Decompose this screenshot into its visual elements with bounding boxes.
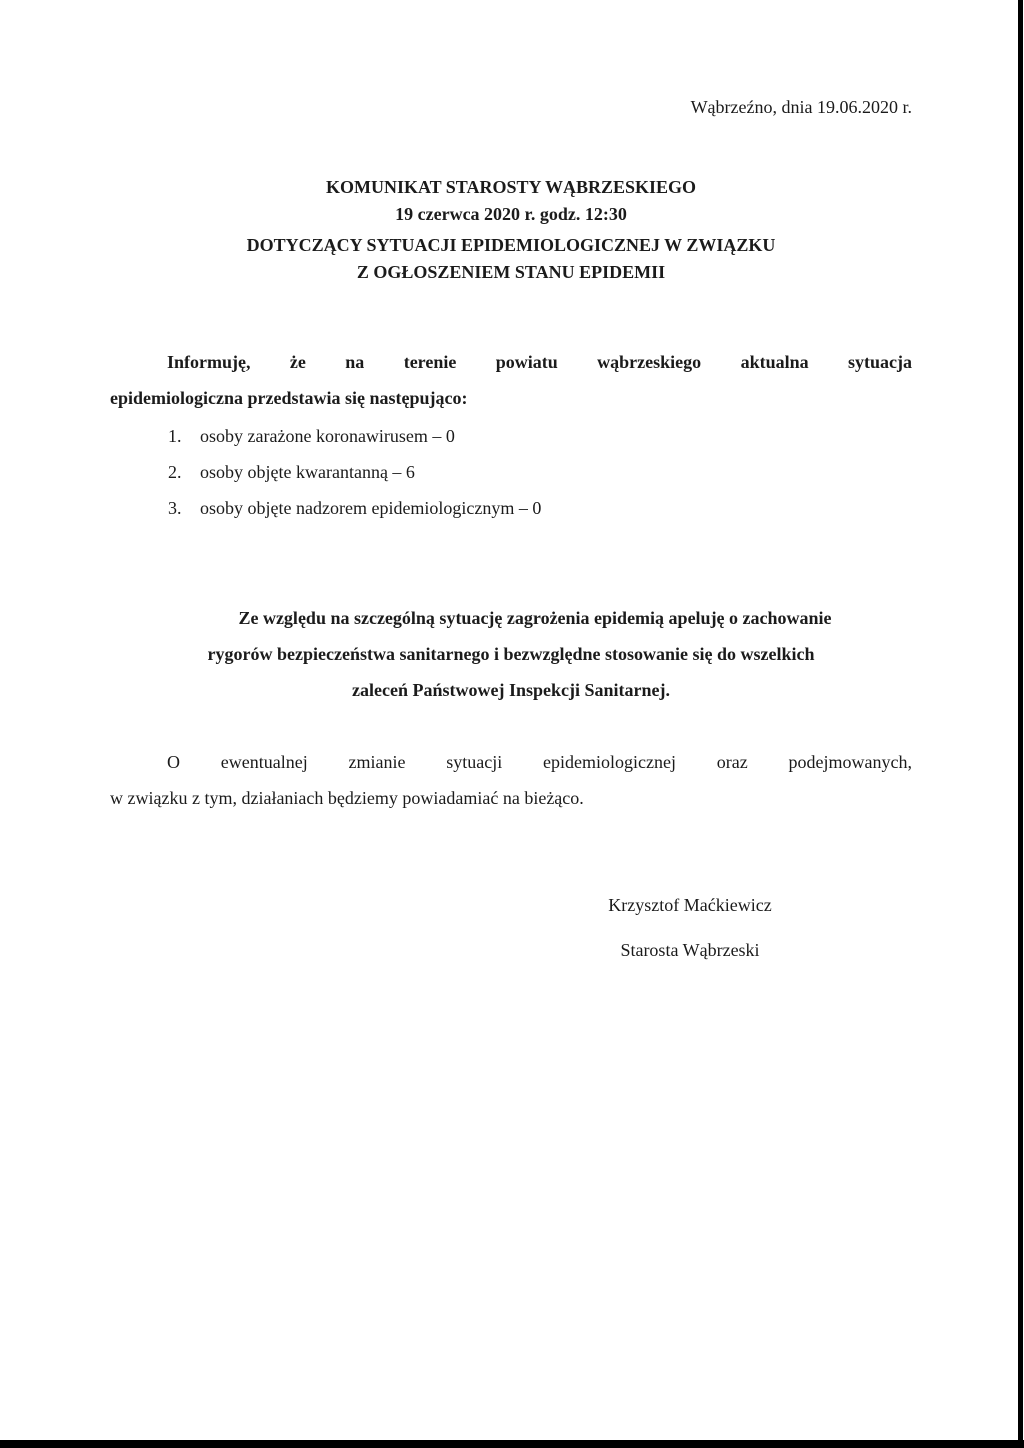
title-line-1: KOMUNIKAT STAROSTY WĄBRZESKIEGO bbox=[325, 177, 697, 197]
info-line-2: w związku z tym, działaniach będziemy powiadamiać na bieżąco. bbox=[110, 788, 584, 808]
list-item bbox=[110, 490, 912, 526]
list-item-number: 1. bbox=[168, 426, 182, 446]
list-item-number: 2. bbox=[168, 462, 182, 482]
list-item-number: 3. bbox=[168, 498, 182, 518]
info-line-1: O ewentualnej zmianie sytuacji epidemiologicznej oraz podejmowanych, bbox=[167, 752, 912, 772]
title-block bbox=[110, 174, 912, 286]
date-line: Wąbrzeźno, dnia 19.06.2020 r. bbox=[690, 97, 912, 117]
appeal-paragraph bbox=[110, 600, 912, 708]
list-item bbox=[110, 418, 912, 454]
list-item-text: osoby objęte nadzorem epidemiologicznym – 0 bbox=[200, 498, 542, 518]
signature-title: Starosta Wąbrzeski bbox=[620, 940, 760, 960]
list-item-text: osoby zarażone koronawirusem – 0 bbox=[200, 426, 455, 446]
signature-name: Krzysztof Maćkiewicz bbox=[608, 895, 772, 915]
list-item bbox=[110, 454, 912, 490]
list-item-text: osoby objęte kwarantanną – 6 bbox=[200, 462, 415, 482]
title-paragraph-2 bbox=[110, 232, 912, 286]
appeal-line-1: Ze względu na szczególną sytuację zagrożenia epidemią apeluję o zachowanie bbox=[238, 608, 832, 628]
appeal-line-2: rygorów bezpieczeństwa sanitarnego i bezwzględne stosowanie się do wszelkich bbox=[207, 644, 815, 664]
scan-edge-right bbox=[1018, 0, 1023, 1448]
scan-edge-bottom bbox=[0, 1440, 1024, 1448]
title-line-3: DOTYCZĄCY SYTUACJI EPIDEMIOLOGICZNEJ W ZWIĄZKU bbox=[246, 235, 776, 255]
intro-paragraph bbox=[110, 344, 912, 416]
signature-block bbox=[540, 894, 840, 961]
intro-line-2: epidemiologiczna przedstawia się następująco: bbox=[110, 388, 468, 408]
title-line-2: 19 czerwca 2020 r. godz. 12:30 bbox=[395, 204, 627, 224]
info-paragraph bbox=[110, 744, 912, 816]
intro-line-1: Informuję, że na terenie powiatu wąbrzeskiego aktualna sytuacja bbox=[167, 352, 912, 372]
title-line-4: Z OGŁOSZENIEM STANU EPIDEMII bbox=[356, 262, 666, 282]
appeal-line-3: zaleceń Państwowej Inspekcji Sanitarnej. bbox=[352, 680, 670, 700]
title-paragraph-1 bbox=[110, 174, 912, 228]
situation-list bbox=[110, 418, 912, 526]
